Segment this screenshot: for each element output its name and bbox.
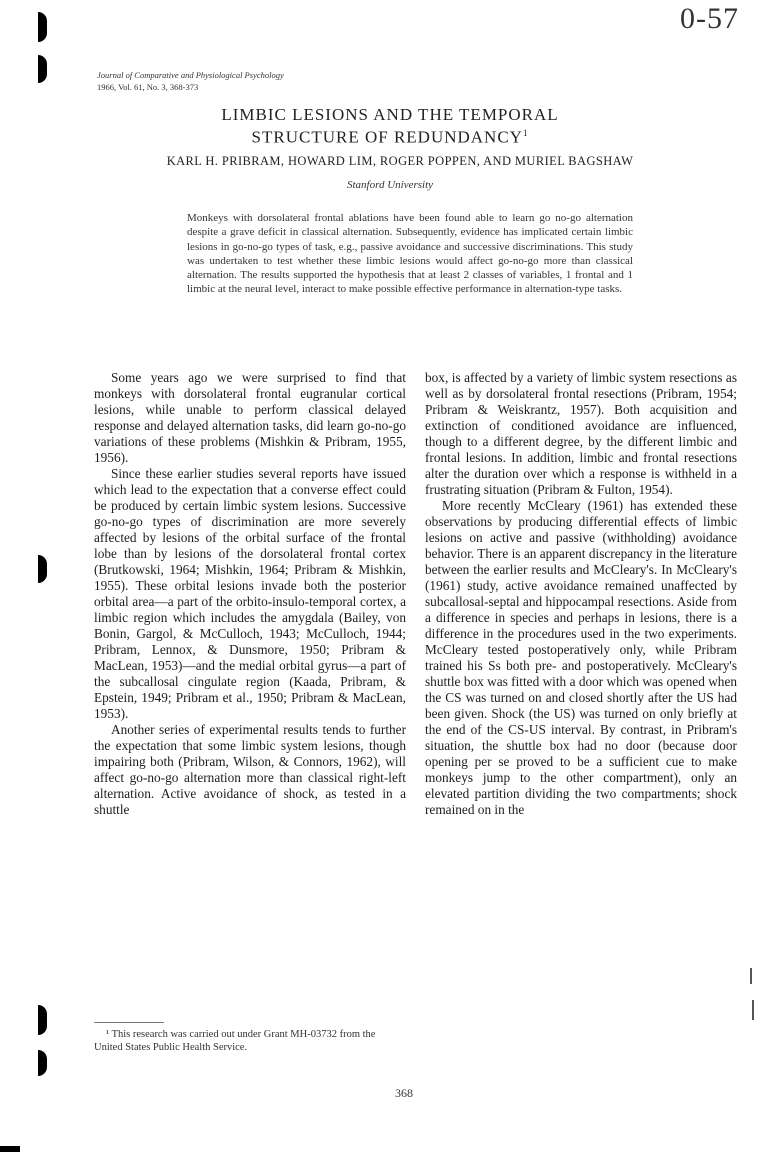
paragraph: More recently McCleary (1961) has extended these observations by producing differential effects of limbic lesions on active and passive (withholding) avoidance behavior. There is an apparent discrepancy in the literature between the earlier results and McCleary's. In McCleary's (1961) study, active avoidance remained unaffected by subcallosal-septal and hippocampal resections. Aside from a difference in species and perhaps in lesions, there is a difference in the procedures used in the two experiments. McCleary tested postoperatively only, while Pribram trained his Ss both pre- and postoperatively. McCleary's shuttle box was fitted with a door which was opened when the CS was turned on and closed shortly after the US had been given. Shock (the US) was turned on only briefly at the end of the CS-US interval. By contrast, in Pribram's situation, the shuttle box had no door (because door opening per se proved to be a sufficient cue to make monkeys jump to the other compartment), only an elevated partition dividing the two compartments; shock remained on in the — [425, 498, 737, 817]
title-line-2 — [160, 124, 620, 147]
affiliation: Stanford University — [346, 179, 434, 191]
title-footnote-mark: 1 — [522, 128, 529, 138]
margin-mark — [750, 968, 752, 984]
handwritten-page-id: 0-57 — [680, 2, 739, 35]
punch-mark — [38, 1005, 47, 1035]
paragraph: Some years ago we were surprised to find that monkeys with dorsolateral frontal eugranular cortical lesions, while unable to perform classical delayed response and delayed alternation tasks, did learn go-no-go variations of these problems (Mishkin & Pribram, 1955, 1956). — [94, 370, 406, 465]
corner-mark — [0, 1146, 20, 1152]
paragraph: Since these earlier studies several reports have issued which lead to the expectation that a converse effect could be produced by certain limbic system lesions. Successive go-no-go types of discrimination are more severely affected by lesions of the orbital surface of the frontal lobe than by lesions of the dorsolateral frontal cortex (Brutkowski, 1964; Mishkin, 1964; Pribram & Mishkin, 1955). These orbital lesions invade both the posterior orbital area—a part of the orbito-insulo-temporal cortex, a limbic region which includes the amygdala (Bailey, von Bonin, Gargol, & McCulloch, 1943; McCulloch, 1944; Pribram, Lennox, & Dunsmore, 1950; Pribram & MacLean, 1953)—and the medial orbital gyrus—a part of the subcallosal cingulate region (Kaada, Pribram, & Epstein, 1949; Pribram et al., 1950; Pribram & MacLean, 1953). — [94, 466, 406, 721]
punch-mark — [38, 1050, 47, 1076]
title-line-1: LIMBIC LESIONS AND THE TEMPORAL — [221, 105, 559, 124]
footnote-rule — [94, 1022, 164, 1023]
footnote: ¹ This research was carried out under Grant MH-03732 from the United States Public Health Service. — [94, 1029, 376, 1053]
right-column — [425, 370, 737, 818]
paragraph: Another series of experimental results tends to further the expectation that some limbic system lesions, though impairing both (Pribram, Wilson, & Connors, 1962), will affect go-no-go alternation more than classical right-left alternation. Active avoidance of shock, as tested in a shuttle — [94, 722, 406, 817]
authors: KARL H. PRIBRAM, HOWARD LIM, ROGER POPPEN, AND MURIEL BAGSHAW — [166, 154, 634, 168]
paragraph: box, is affected by a variety of limbic system resections as well as by dorsolateral frontal resections (Pribram, 1954; Pribram & Weiskrantz, 1957). Both acquisition and extinction of conditioned avoidance are influenced, though to a different degree, by the different limbic and frontal lesions. In addition, limbic and frontal resections alter the duration over which a response is withheld in a frustrating situation (Pribram & Fulton, 1954). — [425, 370, 737, 497]
left-column — [94, 370, 406, 818]
punch-mark — [38, 12, 47, 42]
article-title — [160, 106, 620, 147]
journal-header — [97, 69, 284, 93]
abstract: Monkeys with dorsolateral frontal ablations have been found able to learn go no-go alternation despite a grave deficit in classical alternation. Subsequently, evidence has implicated certain limbic lesions in go-no-go types of task, e.g., passive avoidance and successive discriminations. This study was undertaken to test whether these limbic lesions would affect go-no-go more than classical alternation. The results supported the hypothesis that at least 2 classes of variables, 1 frontal and 1 limbic at the neural level, interact to make possible effective performance in alternation-type tasks. — [187, 212, 633, 296]
title-line-2-text: STRUCTURE OF REDUNDANCY — [251, 127, 523, 147]
journal-name: Journal of Comparative and Physiological Psychology — [97, 70, 284, 80]
page-number: 368 — [395, 1086, 413, 1100]
punch-mark — [38, 55, 47, 83]
journal-volume: 1966, Vol. 61, No. 3, 368-373 — [97, 82, 199, 92]
margin-mark — [752, 1000, 754, 1020]
punch-mark — [38, 555, 47, 583]
